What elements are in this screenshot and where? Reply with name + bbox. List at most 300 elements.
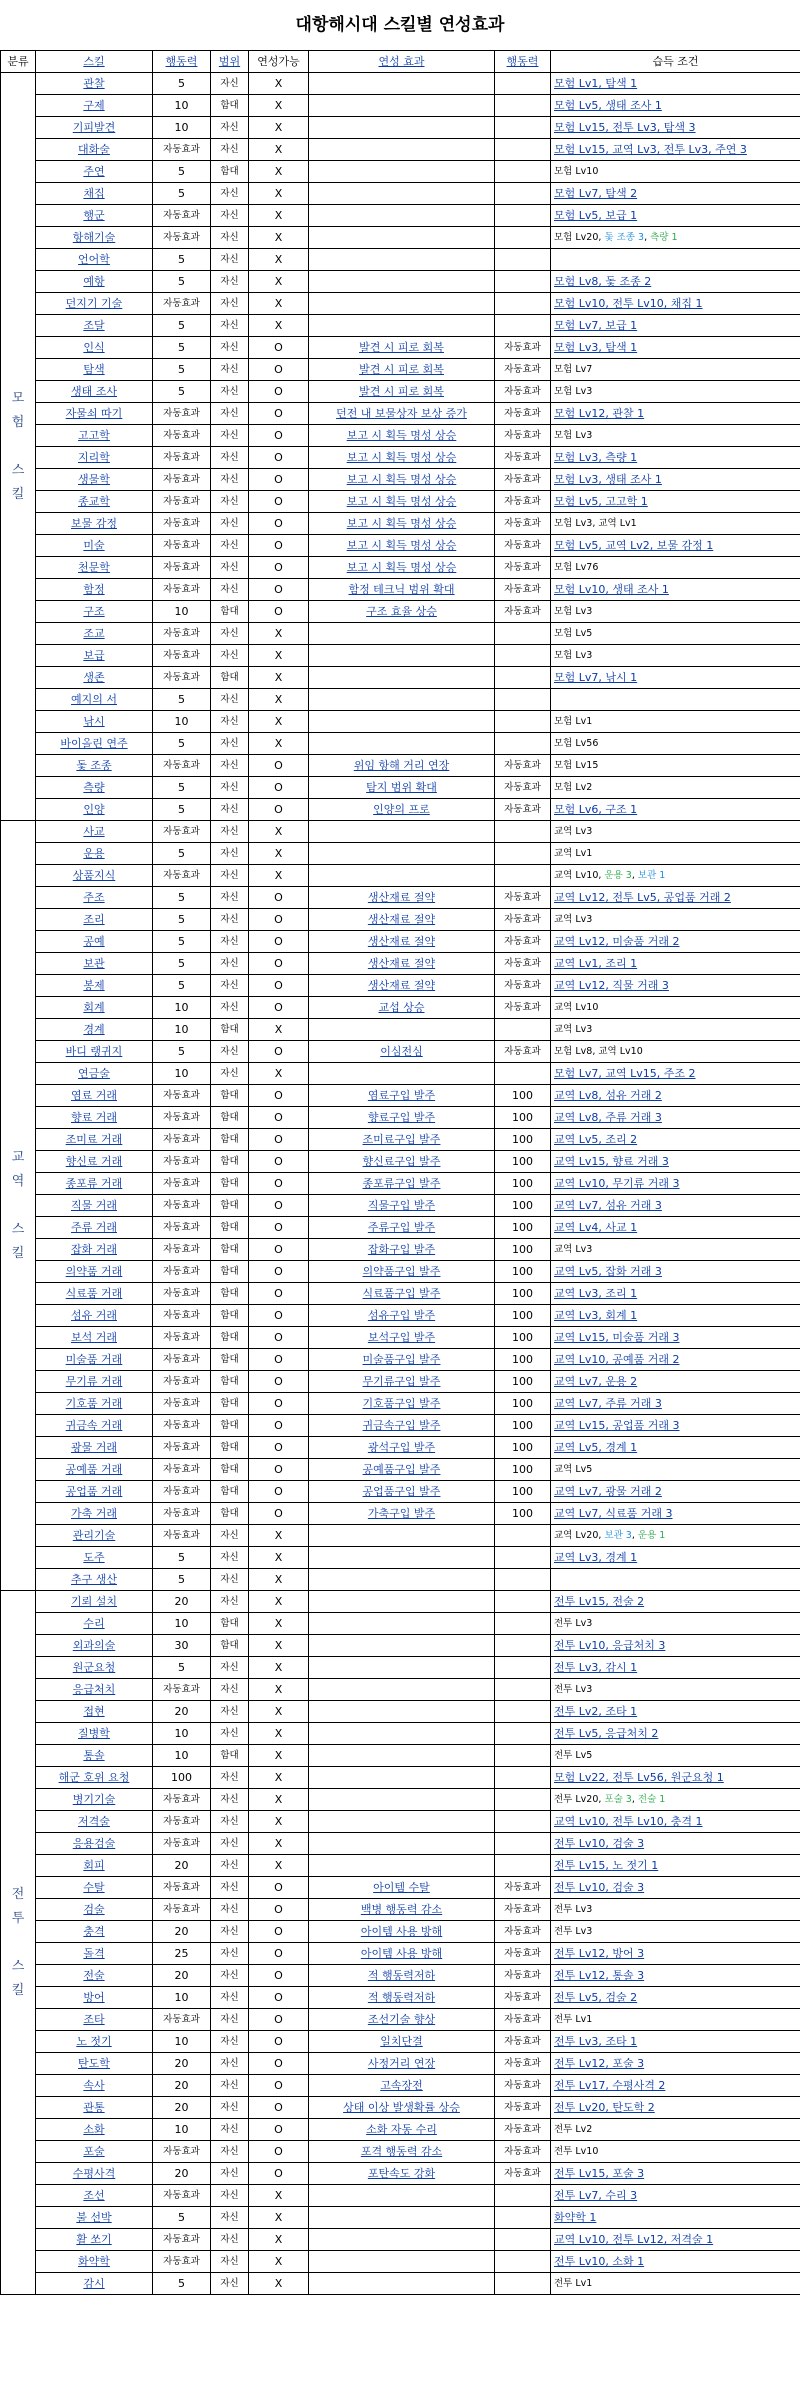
alchemy-effect-link[interactable]: 발견 시 피로 회복	[359, 363, 444, 376]
alchemy-effect-link[interactable]: 상태 이상 발생확률 상승	[343, 2101, 460, 2114]
acquire-condition-cell: 전투 Lv5	[551, 1745, 800, 1767]
alchemy-effect-link[interactable]: 생산재료 절약	[367, 957, 436, 970]
alchemy-effect-link[interactable]: 포격 행동력 감소	[360, 2145, 443, 2158]
condition-link[interactable]: 교역 Lv7, 광물 거래 2	[554, 1485, 662, 1498]
condition-link[interactable]: 교역 Lv8, 주류 거래 3	[554, 1111, 662, 1124]
skill-link[interactable]: 인식	[83, 341, 105, 354]
skill-link[interactable]: 조달	[83, 319, 105, 332]
skill-link[interactable]: 직물 거래	[70, 1199, 117, 1212]
condition-link[interactable]: 전투 Lv12, 방어 3	[554, 1947, 645, 1960]
skill-link[interactable]: 보관	[83, 957, 105, 970]
alchemy-effect-link[interactable]: 적 행동력저하	[367, 1969, 436, 1982]
skill-link[interactable]: 감시	[83, 2277, 105, 2290]
header-action-power[interactable]: 행동력	[153, 51, 211, 73]
condition-link[interactable]: 교역 Lv3, 경계 1	[554, 1551, 638, 1564]
skill-link[interactable]: 채집	[83, 187, 105, 200]
action-power-cell: 자동효과	[153, 1085, 211, 1107]
skill-link[interactable]: 공예품 거래	[65, 1463, 123, 1476]
effect-action-power-cell: 자동효과	[495, 799, 551, 821]
skill-link[interactable]: 지리학	[78, 451, 110, 464]
skill-link[interactable]: 주조	[83, 891, 105, 904]
action-power-cell: 자동효과	[153, 1789, 211, 1811]
alchemy-effect-link[interactable]: 던전 내 보물상자 보상 증가	[336, 407, 467, 420]
alchemy-effect-cell	[309, 1899, 495, 1921]
condition-link[interactable]: 전투 Lv5, 응급처치 2	[554, 1727, 659, 1740]
skill-link[interactable]: 향신료 거래	[65, 1155, 123, 1168]
action-power-cell: 20	[153, 1965, 211, 1987]
acquire-condition-cell	[551, 667, 800, 689]
condition-link[interactable]: 모험 Lv22, 전투 Lv56, 원군요청 1	[554, 1771, 724, 1784]
skill-link[interactable]: 소화	[83, 2123, 105, 2136]
action-power-cell: 자동효과	[153, 469, 211, 491]
condition-link[interactable]: 교역 Lv1, 조리 1	[554, 957, 638, 970]
condition-link[interactable]: 모험 Lv7, 보급 1	[554, 319, 638, 332]
skill-link[interactable]: 외과의술	[72, 1639, 116, 1652]
skill-link[interactable]: 연금술	[78, 1067, 110, 1080]
skill-link[interactable]: 보석 거래	[70, 1331, 117, 1344]
skill-link[interactable]: 바이올린 연주	[60, 737, 128, 750]
condition-link[interactable]: 전투 Lv12, 포술 3	[554, 2057, 645, 2070]
skill-link[interactable]: 언어학	[78, 253, 110, 266]
condition-link[interactable]: 교역 Lv7, 식료품 거래 3	[554, 1507, 673, 1520]
skill-link[interactable]: 고고학	[78, 429, 110, 442]
skill-link[interactable]: 상품지식	[72, 869, 116, 882]
condition-link[interactable]: 모험 Lv15, 교역 Lv3, 전투 Lv3, 주연 3	[554, 143, 747, 156]
alchemy-effect-link[interactable]: 잡화구입 발주	[367, 1243, 436, 1256]
condition-link[interactable]: 모험 Lv15, 전투 Lv3, 탐색 3	[554, 121, 696, 134]
alchemy-effect-link[interactable]: 일치단결	[380, 2035, 423, 2048]
range-cell: 자신	[211, 909, 249, 931]
condition-link[interactable]: 모험 Lv6, 구조 1	[554, 803, 638, 816]
alchemy-effect-link[interactable]: 함정 테크닉 범위 확대	[348, 583, 455, 596]
alchemy-effect-link[interactable]: 공업품구입 발주	[362, 1485, 441, 1498]
alchemy-effect-link[interactable]: 고속장전	[380, 2079, 423, 2092]
acquire-condition-cell: 전투 Lv3	[551, 1679, 800, 1701]
table-row	[1, 425, 800, 447]
skill-link[interactable]: 화약학	[78, 2255, 110, 2268]
condition-link[interactable]: 전투 Lv10, 소화 1	[554, 2255, 645, 2268]
skill-cell	[36, 1481, 153, 1503]
alchemy-effect-link[interactable]: 종포류구입 발주	[362, 1177, 441, 1190]
alchemy-effect-link[interactable]: 보고 시 획득 명성 상승	[346, 517, 457, 530]
alchemy-possible-cell: O	[249, 1921, 309, 1943]
skill-link[interactable]: 경계	[83, 1023, 105, 1036]
skill-link[interactable]: 원군요청	[72, 1661, 116, 1674]
skill-link[interactable]: 행군	[83, 209, 105, 222]
acquire-condition-cell	[551, 1393, 800, 1415]
alchemy-effect-link[interactable]: 귀금속구입 발주	[362, 1419, 441, 1432]
range-cell: 자신	[211, 1701, 249, 1723]
skill-link[interactable]: 노 젓기	[76, 2035, 112, 2048]
alchemy-effect-cell	[309, 1921, 495, 1943]
skill-link[interactable]: 주류 거래	[70, 1221, 117, 1234]
skill-link[interactable]: 검술	[83, 1903, 105, 1916]
skill-link[interactable]: 예항	[83, 275, 105, 288]
acquire-condition-cell	[551, 447, 800, 469]
condition-link[interactable]: 전투 Lv15, 노 젓기 1	[554, 1859, 659, 1872]
skill-link[interactable]: 조선	[83, 2189, 105, 2202]
skill-link[interactable]: 회계	[83, 1001, 105, 1014]
skill-link[interactable]: 낚시	[83, 715, 105, 728]
skill-link[interactable]: 충격	[83, 1925, 105, 1938]
table-row	[1, 2031, 800, 2053]
skill-link[interactable]: 잡화 거래	[70, 1243, 117, 1256]
skill-cell	[36, 1415, 153, 1437]
condition-link[interactable]: 교역 Lv4, 사교 1	[554, 1221, 638, 1234]
condition-link[interactable]: 모험 Lv3, 생태 조사 1	[554, 473, 662, 486]
acquire-condition-cell: 교역 Lv3	[551, 1019, 800, 1041]
table-row	[1, 1877, 800, 1899]
header-range[interactable]: 범위	[211, 51, 249, 73]
range-cell: 함대	[211, 161, 249, 183]
skill-link[interactable]: 주연	[83, 165, 105, 178]
condition-link[interactable]: 교역 Lv7, 섬유 거래 3	[554, 1199, 662, 1212]
condition-link[interactable]: 교역 Lv12, 직물 거래 3	[554, 979, 669, 992]
skill-link[interactable]: 공예	[83, 935, 105, 948]
condition-link[interactable]: 교역 Lv5, 잡화 거래 3	[554, 1265, 662, 1278]
range-cell: 자신	[211, 293, 249, 315]
action-power-cell: 20	[153, 1591, 211, 1613]
condition-link[interactable]: 모험 Lv10, 생태 조사 1	[554, 583, 669, 596]
condition-link[interactable]: 모험 Lv5, 교역 Lv2, 보물 감정 1	[554, 539, 714, 552]
skill-link[interactable]: 항해기술	[72, 231, 116, 244]
acquire-condition-cell	[551, 337, 800, 359]
condition-link[interactable]: 전투 Lv12, 통솔 3	[554, 1969, 645, 1982]
action-power-cell: 자동효과	[153, 2251, 211, 2273]
skill-link[interactable]: 기뢰 설치	[70, 1595, 117, 1608]
skill-link[interactable]: 봉제	[83, 979, 105, 992]
action-power-cell: 10	[153, 1019, 211, 1041]
condition-link[interactable]: 모험 Lv5, 보급 1	[554, 209, 638, 222]
skill-link[interactable]: 가축 거래	[70, 1507, 117, 1520]
skill-link[interactable]: 조리	[83, 913, 105, 926]
skill-link[interactable]: 전술	[83, 1969, 105, 1982]
alchemy-effect-link[interactable]: 보고 시 획득 명성 상승	[346, 429, 457, 442]
skill-link[interactable]: 도주	[83, 1551, 105, 1564]
skill-link[interactable]: 탐색	[83, 363, 105, 376]
skill-link[interactable]: 공업품 거래	[65, 1485, 123, 1498]
alchemy-effect-link[interactable]: 사정거리 연장	[367, 2057, 436, 2070]
skill-link[interactable]: 응용검술	[72, 1837, 116, 1850]
condition-link[interactable]: 전투 Lv15, 전술 2	[554, 1595, 645, 1608]
skill-link[interactable]: 기피발견	[72, 121, 116, 134]
range-cell: 자신	[211, 513, 249, 535]
skill-link[interactable]: 관통	[83, 2101, 105, 2114]
acquire-condition-cell	[551, 2097, 800, 2119]
effect-action-power-cell	[495, 73, 551, 95]
condition-link[interactable]: 전투 Lv2, 조타 1	[554, 1705, 638, 1718]
alchemy-effect-cell	[309, 1987, 495, 2009]
condition-link[interactable]: 전투 Lv15, 포술 3	[554, 2167, 645, 2180]
alchemy-effect-link[interactable]: 기호품구입 발주	[362, 1397, 441, 1410]
skill-link[interactable]: 통솔	[83, 1749, 105, 1762]
alchemy-effect-link[interactable]: 조미료구입 발주	[362, 1133, 441, 1146]
alchemy-effect-cell	[309, 359, 495, 381]
alchemy-effect-link[interactable]: 탐지 범위 확대	[366, 781, 437, 794]
skill-link[interactable]: 바디 랭귀지	[65, 1045, 123, 1058]
skill-link[interactable]: 구제	[83, 99, 105, 112]
header-skill[interactable]: 스킬	[36, 51, 153, 73]
alchemy-effect-link[interactable]: 보고 시 획득 명성 상승	[346, 495, 457, 508]
action-power-cell: 5	[153, 1569, 211, 1591]
skill-link[interactable]: 미술	[83, 539, 105, 552]
alchemy-possible-cell: O	[249, 403, 309, 425]
effect-action-power-cell	[495, 249, 551, 271]
table-row	[1, 1833, 800, 1855]
alchemy-effect-link[interactable]: 생산재료 절약	[367, 935, 436, 948]
skill-link[interactable]: 향료 거래	[70, 1111, 117, 1124]
skill-cell	[36, 1591, 153, 1613]
skill-cell	[36, 1371, 153, 1393]
action-power-cell: 10	[153, 95, 211, 117]
condition-link[interactable]: 교역 Lv7, 운용 2	[554, 1375, 638, 1388]
skill-link[interactable]: 수평사격	[72, 2167, 116, 2180]
skill-link[interactable]: 종포류 거래	[65, 1177, 123, 1190]
condition-link[interactable]: 모험 Lv5, 고고학 1	[554, 495, 648, 508]
skill-link[interactable]: 생태 조사	[70, 385, 117, 398]
condition-link[interactable]: 화약학 1	[554, 2211, 597, 2224]
effect-action-power-cell: 100	[495, 1217, 551, 1239]
range-cell: 함대	[211, 1283, 249, 1305]
condition-link[interactable]: 전투 Lv7, 수리 3	[554, 2189, 638, 2202]
alchemy-effect-link[interactable]: 보고 시 획득 명성 상승	[346, 561, 457, 574]
skill-link[interactable]: 활 쏘기	[76, 2233, 112, 2246]
skill-link[interactable]: 대화술	[78, 143, 110, 156]
alchemy-effect-link[interactable]: 섬유구입 발주	[367, 1309, 436, 1322]
effect-action-power-cell: 자동효과	[495, 579, 551, 601]
skill-link[interactable]: 질병학	[78, 1727, 110, 1740]
range-cell: 자신	[211, 1987, 249, 2009]
acquire-condition-cell: 모험 Lv15	[551, 755, 800, 777]
effect-action-power-cell: 자동효과	[495, 513, 551, 535]
condition-link[interactable]: 모험 Lv7, 낚시 1	[554, 671, 638, 684]
alchemy-effect-link[interactable]: 소화 자동 수리	[366, 2123, 437, 2136]
skill-link[interactable]: 불 선박	[76, 2211, 112, 2224]
skill-link[interactable]: 식료품 거래	[65, 1287, 123, 1300]
alchemy-effect-link[interactable]: 식료품구입 발주	[362, 1287, 441, 1300]
condition-link[interactable]: 교역 Lv10, 무기류 거래 3	[554, 1177, 680, 1190]
acquire-condition-cell: 교역 Lv3	[551, 909, 800, 931]
skill-link[interactable]: 병기기술	[72, 1793, 116, 1806]
effect-action-power-cell	[495, 2207, 551, 2229]
skill-link[interactable]: 섬유 거래	[70, 1309, 117, 1322]
condition-link[interactable]: 전투 Lv10, 검술 3	[554, 1881, 645, 1894]
action-power-cell: 자동효과	[153, 623, 211, 645]
skill-link[interactable]: 던지기 기술	[65, 297, 123, 310]
alchemy-effect-link[interactable]: 향료구입 발주	[367, 1111, 436, 1124]
condition-link[interactable]: 교역 Lv7, 주류 거래 3	[554, 1397, 662, 1410]
skill-link[interactable]: 수리	[83, 1617, 105, 1630]
alchemy-effect-link[interactable]: 무기류구입 발주	[362, 1375, 441, 1388]
condition-link[interactable]: 전투 Lv5, 검술 2	[554, 1991, 638, 2004]
skill-link[interactable]: 미술품 거래	[65, 1353, 123, 1366]
skill-link[interactable]: 관리기술	[72, 1529, 116, 1542]
skill-link[interactable]: 속사	[83, 2079, 105, 2092]
skill-link[interactable]: 생존	[83, 671, 105, 684]
condition-link[interactable]: 교역 Lv10, 전투 Lv10, 충격 1	[554, 1815, 703, 1828]
acquire-condition-cell	[551, 1349, 800, 1371]
skill-link[interactable]: 광물 거래	[70, 1441, 117, 1454]
condition-link[interactable]: 교역 Lv3, 조리 1	[554, 1287, 638, 1300]
table-row	[1, 887, 800, 909]
effect-action-power-cell: 자동효과	[495, 1921, 551, 1943]
condition-link[interactable]: 모험 Lv7, 탐색 2	[554, 187, 638, 200]
skill-link[interactable]: 인양	[83, 803, 105, 816]
alchemy-effect-link[interactable]: 적 행동력저하	[367, 1991, 436, 2004]
alchemy-effect-link[interactable]: 아이템 사용 방해	[360, 1947, 443, 1960]
skill-link[interactable]: 종교학	[78, 495, 110, 508]
skill-link[interactable]: 운용	[83, 847, 105, 860]
skill-link[interactable]: 조미료 거래	[65, 1133, 123, 1146]
alchemy-effect-link[interactable]: 포탄속도 강화	[367, 2167, 436, 2180]
condition-link[interactable]: 모험 Lv5, 생태 조사 1	[554, 99, 662, 112]
skill-link[interactable]: 기호품 거래	[65, 1397, 123, 1410]
skill-link[interactable]: 탄도학	[78, 2057, 110, 2070]
header-alchemy-possible: 연성가능	[249, 51, 309, 73]
skill-cell	[36, 1811, 153, 1833]
alchemy-effect-link[interactable]: 직물구입 발주	[367, 1199, 436, 1212]
skill-link[interactable]: 포술	[83, 2145, 105, 2158]
condition-link[interactable]: 모험 Lv10, 전투 Lv10, 채집 1	[554, 297, 703, 310]
range-cell: 자신	[211, 1899, 249, 1921]
condition-link[interactable]: 교역 Lv5, 조리 2	[554, 1133, 638, 1146]
skill-link[interactable]: 귀금속 거래	[65, 1419, 123, 1432]
alchemy-effect-link[interactable]: 의약품구입 발주	[362, 1265, 441, 1278]
condition-link[interactable]: 전투 Lv3, 조타 1	[554, 2035, 638, 2048]
condition-part: 교역 Lv20	[554, 1530, 599, 1541]
table-row	[1, 909, 800, 931]
skill-link[interactable]: 조타	[83, 2013, 105, 2026]
alchemy-effect-link[interactable]: 가축구입 발주	[367, 1507, 436, 1520]
skill-link[interactable]: 생물학	[78, 473, 110, 486]
alchemy-effect-link[interactable]: 위임 항해 거리 연장	[353, 759, 450, 772]
skill-link[interactable]: 예지의 서	[70, 693, 117, 706]
alchemy-effect-link[interactable]: 주류구입 발주	[367, 1221, 436, 1234]
condition-link[interactable]: 교역 Lv8, 섬유 거래 2	[554, 1089, 662, 1102]
alchemy-effect-cell	[309, 1283, 495, 1305]
alchemy-effect-link[interactable]: 발견 시 피로 회복	[359, 385, 444, 398]
alchemy-effect-link[interactable]: 생산재료 절약	[367, 979, 436, 992]
skill-link[interactable]: 회피	[83, 1859, 105, 1872]
skill-link[interactable]: 함정	[83, 583, 105, 596]
acquire-condition-cell: 교역 Lv3	[551, 821, 800, 843]
condition-link[interactable]: 전투 Lv10, 응급처치 3	[554, 1639, 666, 1652]
condition-link[interactable]: 교역 Lv12, 전투 Lv5, 공업품 거래 2	[554, 891, 731, 904]
condition-link[interactable]: 모험 Lv3, 탐색 1	[554, 341, 638, 354]
action-power-cell: 자동효과	[153, 1371, 211, 1393]
alchemy-effect-link[interactable]: 보석구입 발주	[367, 1331, 436, 1344]
skill-link[interactable]: 보물 감정	[70, 517, 117, 530]
condition-link[interactable]: 전투 Lv20, 탄도학 2	[554, 2101, 655, 2114]
acquire-condition-cell: 모험 Lv10	[551, 161, 800, 183]
alchemy-effect-link[interactable]: 이심전심	[380, 1045, 423, 1058]
alchemy-effect-link[interactable]: 아이템 사용 방해	[360, 1925, 443, 1938]
alchemy-effect-link[interactable]: 생산재료 절약	[367, 913, 436, 926]
skill-cell	[36, 205, 153, 227]
table-row	[1, 1745, 800, 1767]
skill-link[interactable]: 저격술	[78, 1815, 110, 1828]
alchemy-effect-link[interactable]: 교섭 상승	[378, 1001, 425, 1014]
condition-link[interactable]: 교역 Lv5, 경계 1	[554, 1441, 638, 1454]
condition-link[interactable]: 모험 Lv12, 관찰 1	[554, 407, 645, 420]
skill-link[interactable]: 자물쇠 따기	[65, 407, 123, 420]
skill-link[interactable]: 접현	[83, 1705, 105, 1718]
alchemy-effect-link[interactable]: 발견 시 피로 회복	[359, 341, 444, 354]
alchemy-effect-link[interactable]: 아이템 수탈	[373, 1881, 430, 1894]
condition-link[interactable]: 모험 Lv8, 돛 조종 2	[554, 275, 652, 288]
condition-link[interactable]: 교역 Lv15, 공업품 거래 3	[554, 1419, 680, 1432]
condition-link[interactable]: 교역 Lv12, 미술품 거래 2	[554, 935, 680, 948]
alchemy-effect-link[interactable]: 생산재료 절약	[367, 891, 436, 904]
skill-link[interactable]: 측량	[83, 781, 105, 794]
skill-link[interactable]: 보급	[83, 649, 105, 662]
alchemy-effect-link[interactable]: 보고 시 획득 명성 상승	[346, 539, 457, 552]
effect-action-power-cell: 자동효과	[495, 777, 551, 799]
alchemy-effect-link[interactable]: 보고 시 획득 명성 상승	[346, 473, 457, 486]
effect-action-power-cell: 자동효과	[495, 1041, 551, 1063]
skill-link[interactable]: 무기류 거래	[65, 1375, 123, 1388]
alchemy-effect-cell	[309, 1855, 495, 1877]
alchemy-effect-link[interactable]: 조선기술 향상	[367, 2013, 436, 2026]
skill-cell	[36, 799, 153, 821]
action-power-cell: 10	[153, 1723, 211, 1745]
skill-link[interactable]: 의약품 거래	[65, 1265, 123, 1278]
action-power-cell: 5	[153, 799, 211, 821]
table-row	[1, 601, 800, 623]
condition-link[interactable]: 전투 Lv17, 수평사격 2	[554, 2079, 666, 2092]
condition-link[interactable]: 교역 Lv15, 향료 거래 3	[554, 1155, 669, 1168]
alchemy-effect-link[interactable]: 보고 시 획득 명성 상승	[346, 451, 457, 464]
condition-link[interactable]: 교역 Lv15, 미술품 거래 3	[554, 1331, 680, 1344]
alchemy-effect-link[interactable]: 광석구입 발주	[367, 1441, 436, 1454]
skill-link[interactable]: 관찰	[83, 77, 105, 90]
skill-link[interactable]: 해군 호위 요청	[58, 1771, 130, 1784]
skill-link[interactable]: 돌격	[83, 1947, 105, 1960]
alchemy-effect-link[interactable]: 공예품구입 발주	[362, 1463, 441, 1476]
skill-link[interactable]: 추구 생산	[70, 1573, 117, 1586]
condition-link[interactable]: 전투 Lv3, 감시 1	[554, 1661, 638, 1674]
alchemy-effect-link[interactable]: 미술품구입 발주	[362, 1353, 441, 1366]
alchemy-effect-link[interactable]: 인양의 프로	[373, 803, 430, 816]
alchemy-effect-link[interactable]: 향신료구입 발주	[362, 1155, 441, 1168]
condition-link[interactable]: 모험 Lv1, 탐색 1	[554, 77, 638, 90]
skill-link[interactable]: 방어	[83, 1991, 105, 2004]
condition-link[interactable]: 교역 Lv3, 회계 1	[554, 1309, 638, 1322]
alchemy-effect-link[interactable]: 염료구입 발주	[367, 1089, 436, 1102]
condition-link[interactable]: 모험 Lv7, 교역 Lv15, 주조 2	[554, 1067, 696, 1080]
skill-link[interactable]: 조교	[83, 627, 105, 640]
skill-link[interactable]: 사교	[83, 825, 105, 838]
condition-link[interactable]: 전투 Lv10, 검술 3	[554, 1837, 645, 1850]
skill-link[interactable]: 천문학	[78, 561, 110, 574]
alchemy-effect-link[interactable]: 백병 행동력 감소	[360, 1903, 443, 1916]
alchemy-effect-link[interactable]: 구조 효율 상승	[366, 605, 437, 618]
condition-link[interactable]: 교역 Lv10, 공예품 거래 2	[554, 1353, 680, 1366]
skill-link[interactable]: 돛 조종	[76, 759, 112, 772]
header-alchemy-effect[interactable]: 연성 효과	[309, 51, 495, 73]
skill-link[interactable]: 응급처치	[72, 1683, 116, 1696]
alchemy-effect-cell	[309, 337, 495, 359]
skill-link[interactable]: 수탈	[83, 1881, 105, 1894]
effect-action-power-cell: 자동효과	[495, 1965, 551, 1987]
skill-link[interactable]: 염료 거래	[70, 1089, 117, 1102]
effect-action-power-cell: 자동효과	[495, 491, 551, 513]
skill-link[interactable]: 구조	[83, 605, 105, 618]
condition-link[interactable]: 모험 Lv3, 측량 1	[554, 451, 638, 464]
header-effect-action-power[interactable]: 행동력	[495, 51, 551, 73]
condition-link[interactable]: 교역 Lv10, 전투 Lv12, 저격술 1	[554, 2233, 714, 2246]
alchemy-possible-cell: O	[249, 1503, 309, 1525]
